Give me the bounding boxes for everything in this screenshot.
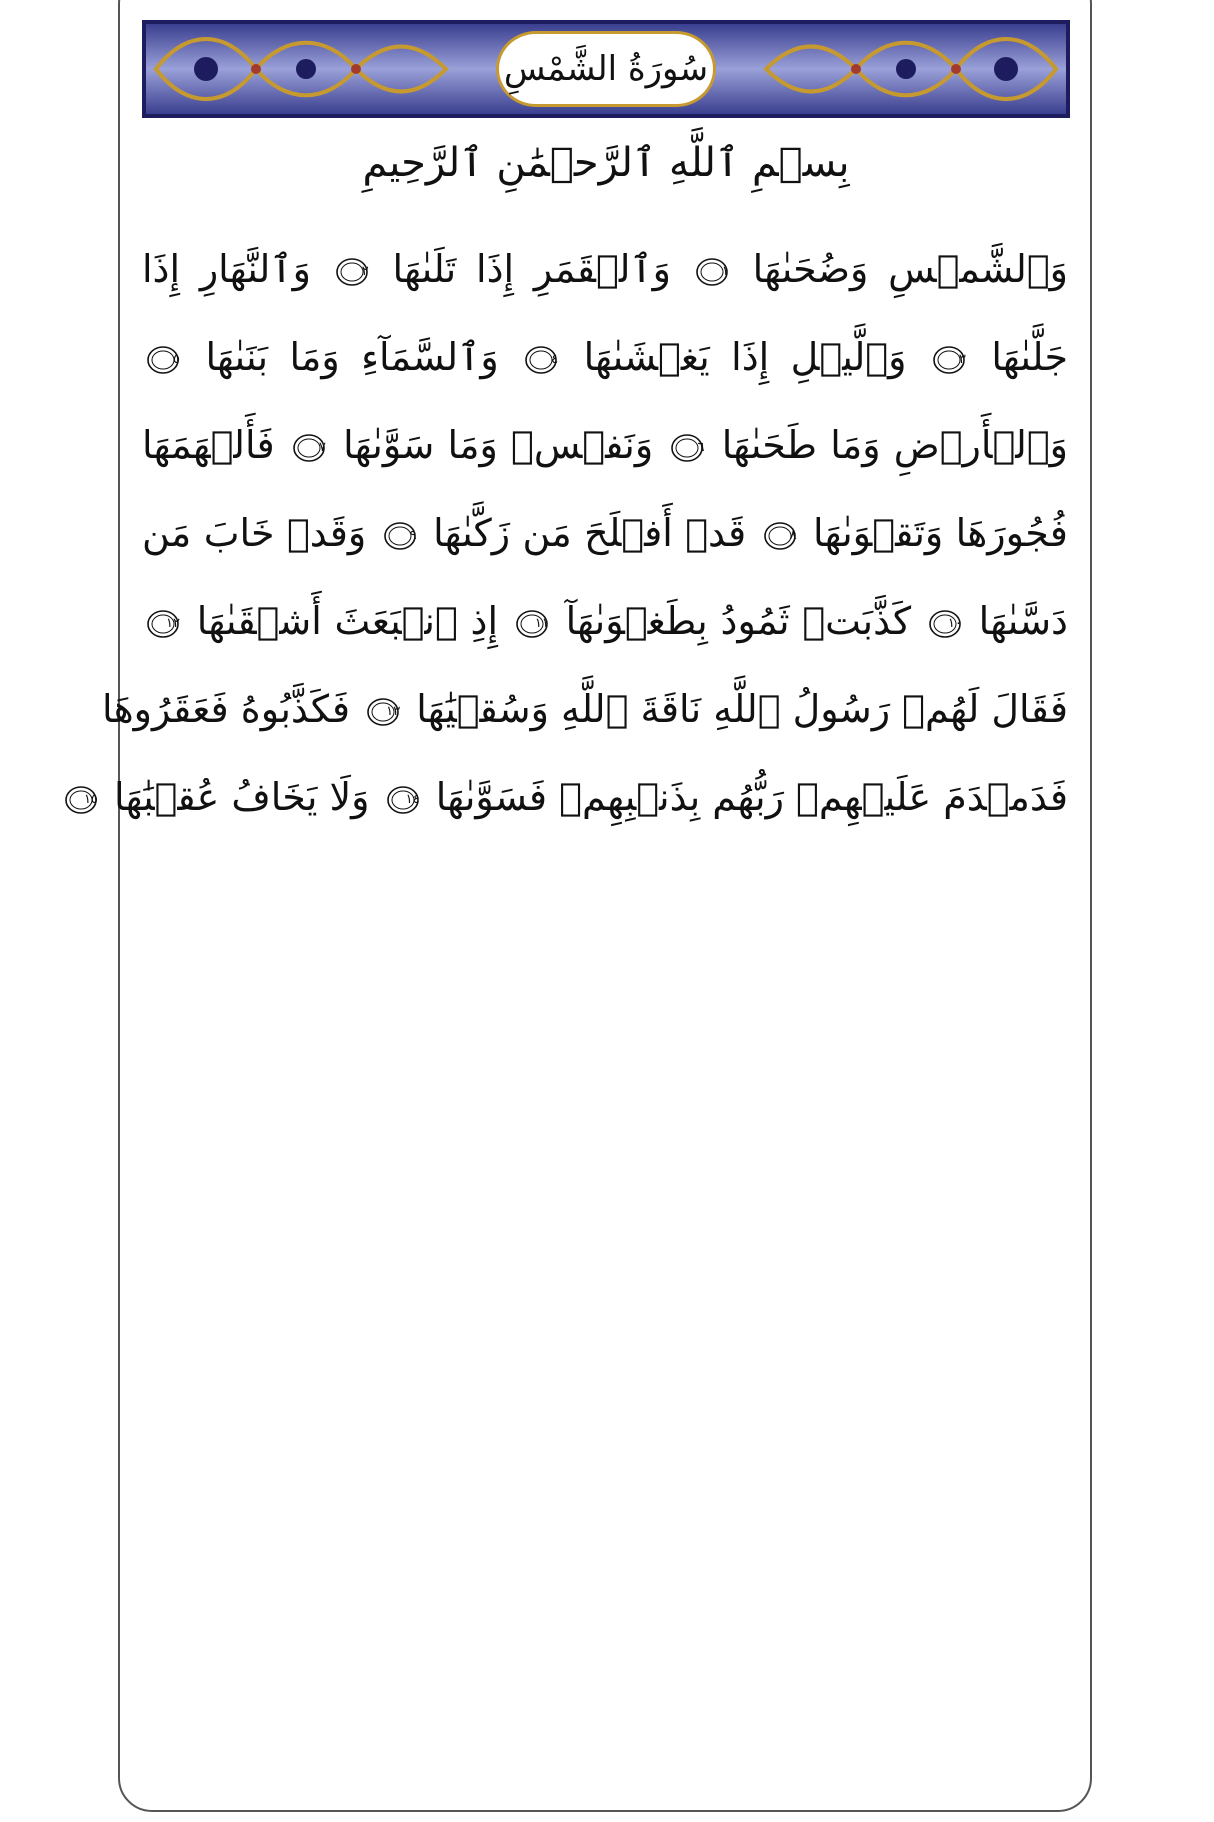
verse-text: فَدَمۡدَمَ عَلَيۡهِمۡ رَبُّهُم بِذَنۢبِهِمۡ فَسَوَّىٰهَا: [435, 775, 1068, 819]
ayah-number-marker: [335, 257, 369, 287]
verse-line: [102, 665, 1068, 753]
verse-text: وَٱلۡقَمَرِ إِذَا تَلَىٰهَا: [392, 247, 672, 291]
verse-text: وَٱلۡأَرۡضِ وَمَا طَحَىٰهَا: [721, 423, 1068, 467]
verse-text: وَلَا يَخَافُ عُقۡبَٰهَا: [114, 775, 370, 819]
verse-text: فَقَالَ لَهُمۡ رَسُولُ ٱللَّهِ نَاقَةَ ٱللَّهِ وَسُقۡيَٰهَا: [416, 687, 1068, 731]
ayah-number: ٦: [697, 439, 705, 455]
ayah-number-marker: [383, 521, 417, 551]
ayah-number: ٥: [173, 351, 180, 367]
ayah-number: ١٢: [166, 615, 180, 631]
ayah-number-marker: [366, 697, 400, 727]
ayah-number-marker: [292, 433, 326, 463]
verse-text: وَٱلنَّهَارِ إِذَا: [142, 247, 311, 291]
verse-line: [83, 753, 1068, 841]
verse-line: [142, 401, 1068, 489]
ayah-number: ٧: [318, 439, 326, 455]
surah-title: سُورَةُ الشَّمْسِ: [503, 49, 709, 89]
ayah-number: ٩: [409, 527, 417, 543]
verse-text: كَذَّبَتۡ ثَمُودُ بِطَغۡوَىٰهَآ: [565, 599, 912, 643]
ayah-number: ١٠: [947, 615, 962, 631]
verse-text: وَٱلسَّمَآءِ وَمَا بَنَىٰهَا: [205, 335, 499, 379]
ayah-number-marker: [524, 345, 558, 375]
verse-line: [142, 225, 1068, 313]
ayah-number: ٣: [958, 351, 966, 367]
ayah-number-marker: [670, 433, 704, 463]
ayah-number: ٤: [551, 351, 559, 367]
ayah-number: ٨: [789, 527, 797, 543]
ayah-number: ١٤: [405, 791, 420, 807]
ayah-number-marker: [515, 609, 549, 639]
verse-line: [142, 489, 1068, 577]
verse-text: دَسَّىٰهَا: [978, 599, 1068, 643]
ayah-number-marker: [695, 257, 729, 287]
ayah-number-marker: [932, 345, 966, 375]
ayah-number-marker: [763, 521, 797, 551]
verse-text: فَكَذَّبُوهُ فَعَقَرُوهَا: [102, 687, 350, 731]
verse-text: قَدۡ أَفۡلَحَ مَن زَكَّىٰهَا: [433, 511, 747, 555]
basmala: بِسۡمِ ٱللَّهِ ٱلرَّحۡمَٰنِ ٱلرَّحِيمِ: [362, 140, 850, 186]
ayah-number: ١٥: [83, 791, 98, 807]
ayah-number-marker: [928, 609, 962, 639]
verse-text: فَأَلۡهَمَهَا: [142, 423, 275, 467]
surah-title-cartouche: [496, 31, 716, 107]
ayah-number-marker: [146, 345, 180, 375]
ayah-number: ٢: [361, 263, 369, 279]
verse-line: [142, 313, 1068, 401]
ayah-number-marker: [64, 785, 98, 815]
verse-text: وَٱلشَّمۡسِ وَضُحَىٰهَا: [752, 247, 1068, 291]
verse-text: وَنَفۡسٖ وَمَا سَوَّىٰهَا: [343, 423, 654, 467]
verse-text: وَقَدۡ خَابَ مَن: [142, 511, 367, 555]
verse-text-block: [83, 225, 1068, 841]
verse-text: إِذِ ٱنۢبَعَثَ أَشۡقَىٰهَا: [196, 599, 499, 643]
ayah-number: ١: [721, 263, 729, 279]
ayah-number-marker: [146, 609, 180, 639]
surah-header-banner: [142, 20, 1070, 118]
ayah-number: ١١: [534, 615, 549, 631]
verse-text: جَلَّىٰهَا: [991, 335, 1068, 379]
verse-line: [142, 577, 1068, 665]
ayah-number-marker: [386, 785, 420, 815]
ayah-number: ١٣: [386, 703, 401, 719]
verse-text: فُجُورَهَا وَتَقۡوَىٰهَا: [813, 511, 1068, 555]
verse-text: وَٱلَّيۡلِ إِذَا يَغۡشَىٰهَا: [583, 335, 907, 379]
